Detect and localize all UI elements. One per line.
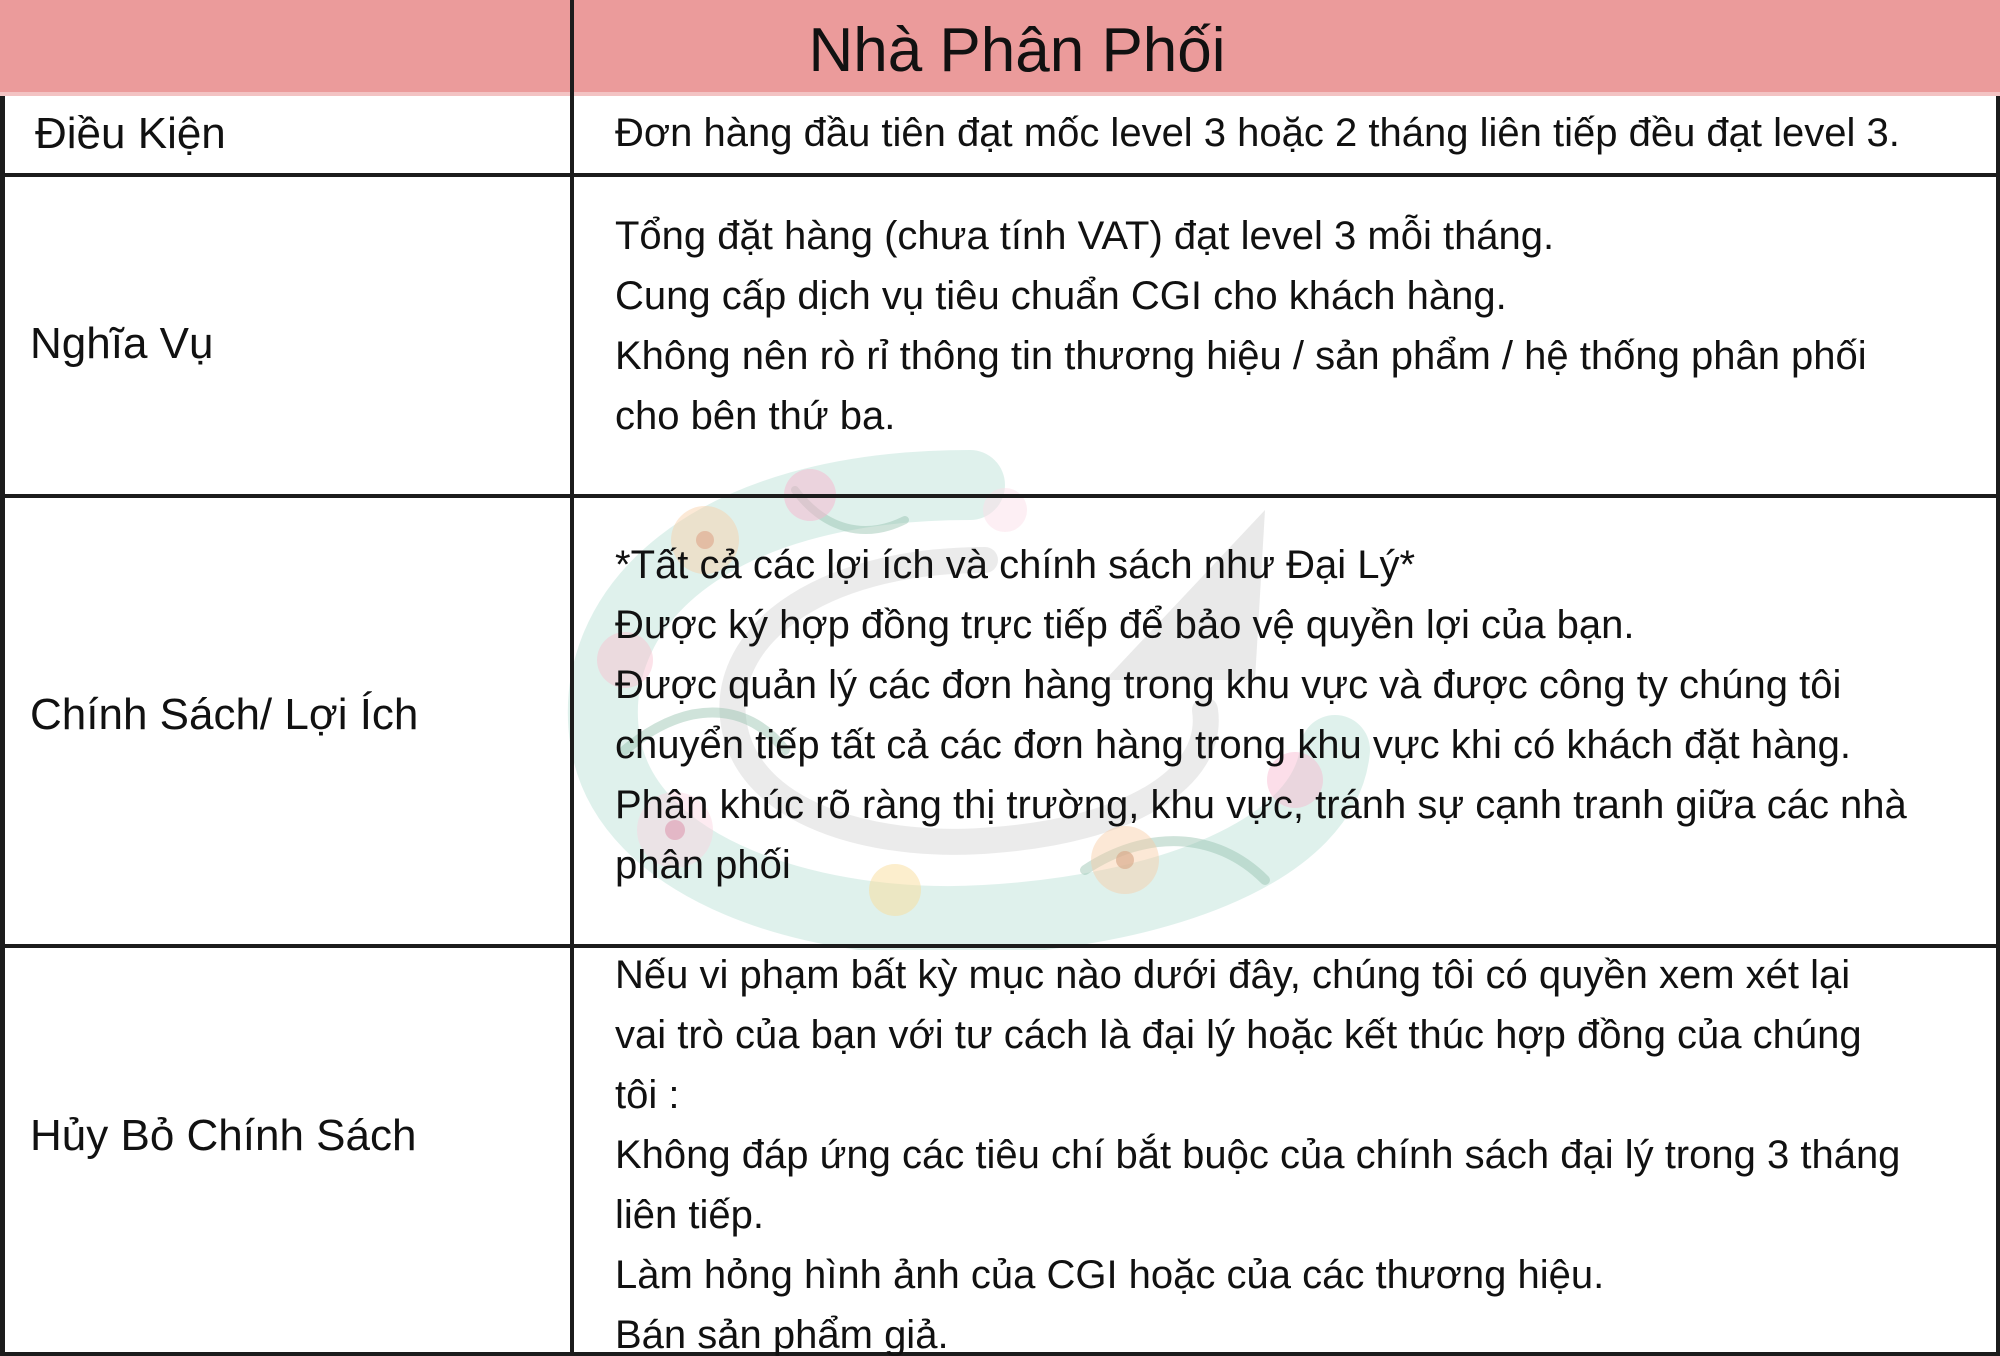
table-border-right — [1996, 96, 2000, 1356]
content-line: Không nên rò rỉ thông tin thương hiệu / sản phẩm / hệ thống phân phối — [615, 334, 1867, 378]
content-line: cho bên thứ ba. — [615, 394, 896, 438]
row-label-obligations: Nghĩa Vụ — [30, 319, 214, 368]
row-content-benefits — [615, 535, 1907, 895]
content-line: phân phối — [615, 843, 791, 887]
content-line: chuyển tiếp tất cả các đơn hàng trong khu vực khi có khách đặt hàng. — [615, 723, 1851, 767]
table-header — [0, 0, 2000, 96]
content-line: Làm hỏng hình ảnh của CGI hoặc của các thương hiệu. — [615, 1253, 1605, 1297]
row-label-benefits: Chính Sách/ Lợi Ích — [30, 690, 419, 739]
table-row-divider — [0, 494, 2000, 498]
table-row-divider — [0, 173, 2000, 177]
row-label-conditions: Điều Kiện — [35, 109, 226, 158]
row-content-conditions — [615, 103, 1900, 163]
row-label-cancellation: Hủy Bỏ Chính Sách — [30, 1111, 417, 1160]
content-line: liên tiếp. — [615, 1193, 764, 1237]
content-line: vai trò của bạn với tư cách là đại lý hoặc kết thúc hợp đồng của chúng — [615, 1013, 1862, 1057]
content-line: Được quản lý các đơn hàng trong khu vực và được công ty chúng tôi — [615, 663, 1842, 707]
content-line: Cung cấp dịch vụ tiêu chuẩn CGI cho khách hàng. — [615, 274, 1507, 318]
content-line: Tổng đặt hàng (chưa tính VAT) đạt level 3 mỗi tháng. — [615, 214, 1555, 258]
row-content-obligations — [615, 206, 1867, 446]
content-line: Đơn hàng đầu tiên đạt mốc level 3 hoặc 2 tháng liên tiếp đều đạt level 3. — [615, 111, 1900, 155]
table-column-divider — [570, 0, 574, 1356]
content-line: Nếu vi phạm bất kỳ mục nào dưới đây, chúng tôi có quyền xem xét lại — [615, 953, 1851, 997]
page-title: Nhà Phân Phối — [808, 16, 1226, 85]
table-border-left — [0, 96, 5, 1356]
content-line: Được ký hợp đồng trực tiếp để bảo vệ quyền lợi của bạn. — [615, 603, 1635, 647]
content-line: Không đáp ứng các tiêu chí bắt buộc của chính sách đại lý trong 3 tháng — [615, 1133, 1901, 1177]
content-line: Bán sản phẩm giả. — [615, 1313, 949, 1356]
content-line: Phân khúc rõ ràng thị trường, khu vực, tránh sự cạnh tranh giữa các nhà — [615, 783, 1907, 827]
content-line: tôi : — [615, 1073, 680, 1117]
content-line: *Tất cả các lợi ích và chính sách như Đại Lý* — [615, 543, 1416, 587]
row-content-cancellation — [615, 945, 1900, 1356]
